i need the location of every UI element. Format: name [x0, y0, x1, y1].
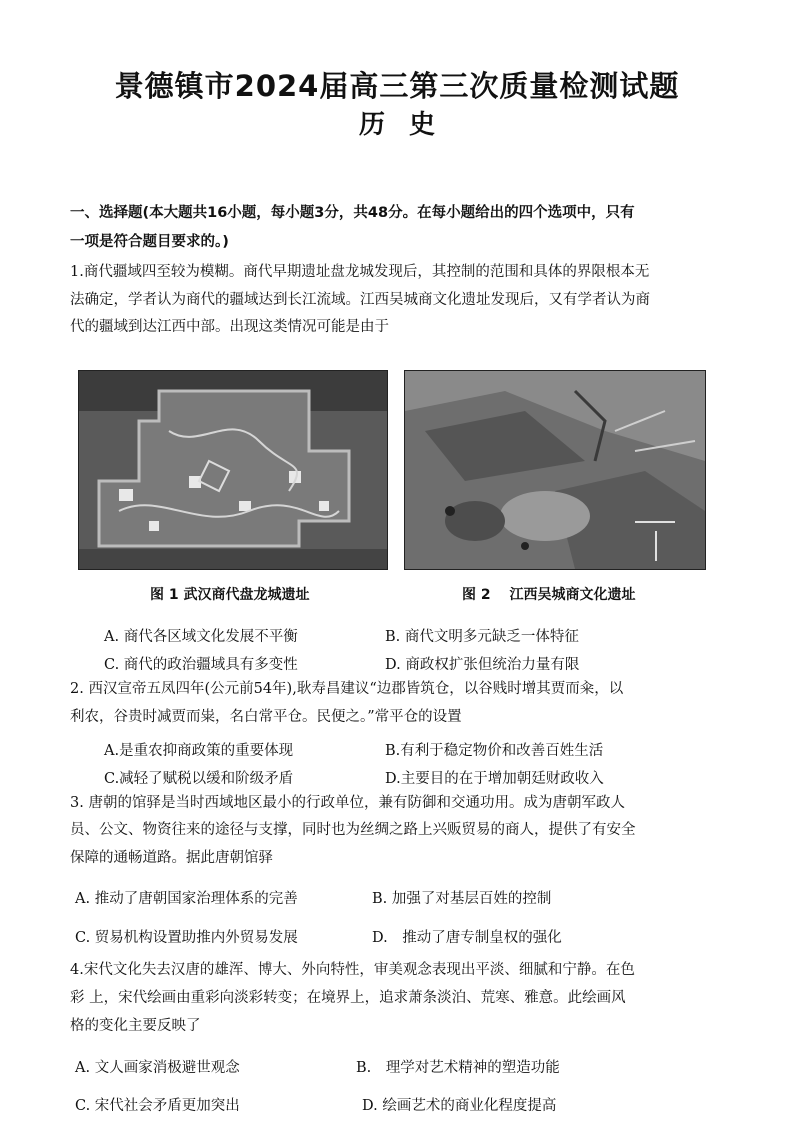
- wucheng-site-image: [405, 371, 705, 569]
- question-3-option-a[interactable]: A. 推动了唐朝国家治理体系的完善: [75, 891, 298, 907]
- question-3-stem-line1: 3. 唐朝的馆驿是当时西域地区最小的行政单位，兼有防御和交通功用。成为唐朝军政人: [70, 795, 625, 811]
- question-4-stem-line3: 格的变化主要反映了: [70, 1018, 201, 1034]
- question-3-option-c[interactable]: C. 贸易机构设置助推内外贸易发展: [75, 930, 298, 946]
- section-instruction-line2: 一项是符合题目要求的。): [70, 234, 229, 250]
- exam-title: 景德镇市2024届高三第三次质量检测试题: [114, 69, 680, 103]
- question-1-stem-line2: 法确定，学者认为商代的疆域达到长江流域。江西吴城商文化遗址发现后，又有学者认为商: [70, 292, 650, 308]
- question-4-option-d[interactable]: D. 绘画艺术的商业化程度提高: [362, 1098, 557, 1114]
- question-2-stem-line1: 2. 西汉宣帝五凤四年(公元前54年),耿寿昌建议“边郡皆筑仓，以谷贱时增其贾而籴，以: [70, 681, 624, 697]
- figure-2-caption: 图 2 江西吴城商文化遗址: [462, 587, 636, 603]
- question-4-stem-line2: 彩 上，宋代绘画由重彩向淡彩转变；在境界上，追求萧条淡泊、荒寒、雅意。此绘画风: [70, 990, 626, 1006]
- question-1-option-a[interactable]: A. 商代各区域文化发展不平衡: [104, 629, 298, 645]
- question-2-option-c[interactable]: C.减轻了赋税以缓和阶级矛盾: [104, 771, 294, 787]
- question-2-option-d[interactable]: D.主要目的在于增加朝廷财政收入: [385, 771, 604, 787]
- question-3-stem-line3: 保障的通畅道路。据此唐朝馆驿: [70, 850, 273, 866]
- subject-title: 历史: [358, 110, 459, 140]
- question-4-stem-line1: 4.宋代文化失去汉唐的雄浑、博大、外向特性，审美观念表现出平淡、细腻和宁静。在色: [70, 962, 635, 978]
- question-2-stem-line2: 利农，谷贵时减贾而粜，名白常平仓。民便之。”常平仓的设置: [70, 709, 462, 725]
- question-4-option-c[interactable]: C. 宋代社会矛盾更加突出: [75, 1098, 240, 1114]
- question-2-option-a[interactable]: A.是重农抑商政策的重要体现: [104, 743, 294, 759]
- wucheng-site-photo: [404, 370, 706, 570]
- question-3-stem-line2: 员、公文、物资往来的途径与支撑，同时也为丝绸之路上兴贩贸易的商人，提供了有安全: [70, 822, 636, 838]
- question-1-option-c[interactable]: C. 商代的政治疆域具有多变性: [104, 657, 298, 673]
- question-1-stem-line1: 1.商代疆域四至较为模糊。商代早期遗址盘龙城发现后，其控制的范围和具体的界限根本无: [70, 264, 650, 280]
- panlongcheng-site-photo: [78, 370, 388, 570]
- question-4-option-a[interactable]: A. 文人画家消极避世观念: [75, 1060, 240, 1076]
- question-3-option-d[interactable]: D. 推动了唐专制皇权的强化: [372, 930, 562, 946]
- section-instruction-line1: 一、选择题(本大题共16小题，每小题3分，共48分。在每小题给出的四个选项中，只有: [70, 205, 635, 221]
- question-1-stem-line3: 代的疆域到达江西中部。出现这类情况可能是由于: [70, 319, 389, 335]
- question-1-option-d[interactable]: D. 商政权扩张但统治力量有限: [385, 657, 580, 673]
- panlongcheng-site-image: [79, 371, 387, 569]
- question-2-option-b[interactable]: B.有利于稳定物价和改善百姓生活: [385, 743, 604, 759]
- figure-1-caption: 图 1 武汉商代盘龙城遗址: [150, 587, 310, 603]
- question-1-option-b[interactable]: B. 商代文明多元缺乏一体特征: [385, 629, 579, 645]
- question-4-option-b[interactable]: B. 理学对艺术精神的塑造功能: [356, 1060, 560, 1076]
- question-3-option-b[interactable]: B. 加强了对基层百姓的控制: [372, 891, 552, 907]
